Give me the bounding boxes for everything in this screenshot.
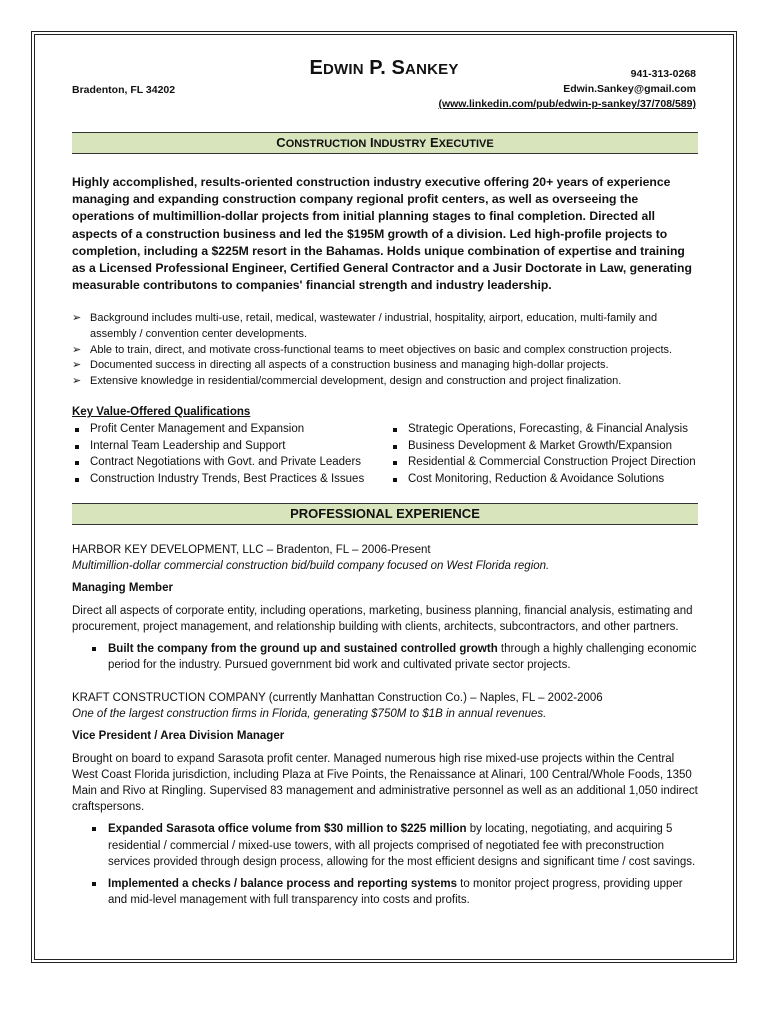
qualification-item: Profit Center Management and Expansion bbox=[72, 421, 392, 438]
experience-banner: PROFESSIONAL EXPERIENCE bbox=[72, 503, 698, 525]
name-first-rest: DWIN bbox=[323, 61, 364, 78]
phone: 941-313-0268 bbox=[630, 68, 696, 80]
name-middle: P. bbox=[369, 57, 386, 79]
highlight-item: ➢ Documented success in directing all aspects of a construction business and managing high-dollar projects. bbox=[72, 358, 698, 374]
title-word-2: NDUSTRY bbox=[373, 138, 427, 150]
qualification-item: Contract Negotiations with Govt. and Private Leaders bbox=[72, 454, 392, 471]
job-bullet: Built the company from the ground up and sustained controlled growth through a highly challenging economic period for the industry. Pursued government bid work and cultivated private sector projects. bbox=[72, 641, 698, 673]
company-description: Multimillion-dollar commercial construction bid/build company focused on West Florida region. bbox=[72, 560, 550, 573]
location: Bradenton, FL 34202 bbox=[72, 84, 176, 96]
highlights-list bbox=[72, 311, 698, 390]
highlight-item: ➢ Extensive knowledge in residential/commercial development, design and construction and project finalization. bbox=[72, 374, 698, 390]
title-letter-1: C bbox=[276, 135, 286, 150]
job-summary: Direct all aspects of corporate entity, including operations, marketing, business planning, financial analysis, estimating and procurement, project management, and relationship building with clients, architects, subcontractors, and other partners. bbox=[72, 604, 693, 633]
company-line: KRAFT CONSTRUCTION COMPANY (currently Manhattan Construction Co.) – Naples, FL – 2002-2006 bbox=[72, 692, 603, 704]
contact-block bbox=[438, 67, 696, 112]
company-description: One of the largest construction firms in Florida, generating $750M to $1B in annual revenues. bbox=[72, 708, 547, 721]
arrow-icon: ➢ bbox=[72, 343, 82, 356]
qualification-item: Business Development & Market Growth/Expansion bbox=[390, 438, 700, 455]
job-bullets bbox=[72, 641, 698, 673]
job-bullet: Expanded Sarasota office volume from $30 million to $225 million by locating, negotiating, and acquiring 5 residential / commercial / mixed-use towers, with all projects comprised of negotiated fee with preconstruction services provided through design process, allowing for the most efficient designs and significant time / cost savings. bbox=[72, 821, 698, 870]
summary bbox=[72, 174, 698, 294]
job-bullets bbox=[72, 821, 698, 908]
job-kraft-construction bbox=[72, 690, 698, 908]
title-letter-3: E bbox=[430, 135, 439, 150]
qualification-item: Internal Team Leadership and Support bbox=[72, 438, 392, 455]
job-role: Vice President / Area Division Manager bbox=[72, 730, 285, 743]
title-letter-2: I bbox=[369, 135, 374, 150]
qualifications-title: Key Value-Offered Qualifications bbox=[72, 406, 251, 418]
qualification-item: Construction Industry Trends, Best Practices & Issues bbox=[72, 471, 392, 488]
highlight-item: ➢ Able to train, direct, and motivate cross-functional teams to meet objectives on basic and complex construction projects. bbox=[72, 343, 698, 359]
job-role: Managing Member bbox=[72, 582, 173, 595]
title-word-1: ONSTRUCTION bbox=[285, 138, 367, 150]
qualification-item: Strategic Operations, Forecasting, & Financial Analysis bbox=[390, 421, 700, 438]
linkedin-link[interactable]: (www.linkedin.com/pub/edwin-p-sankey/37/708/589) bbox=[438, 98, 696, 110]
job-harbor-key bbox=[72, 542, 698, 673]
title-word-3: XECUTIVE bbox=[438, 138, 494, 150]
highlight-item: ➢ Background includes multi-use, retail, medical, wastewater / industrial, hospitality, airport, education, multi-family and assembly / convention center developments. bbox=[72, 312, 658, 340]
email[interactable]: Edwin.Sankey@gmail.com bbox=[563, 83, 696, 95]
arrow-icon: ➢ bbox=[72, 312, 82, 324]
qualifications-left bbox=[72, 421, 392, 487]
name-last-rest: ANKEY bbox=[405, 61, 459, 78]
name-last-initial: S bbox=[391, 57, 406, 79]
job-summary: Brought on board to expand Sarasota profit center. Managed numerous high rise mixed-use projects within the Central West Coast Florida jurisdiction, including Plaza at Five Points, the Renaissance at Alinari, 100 Central/Whole Foods, 1350 Main and Rivo at Ringling. Supervised 83 management and administrative personnel as well as an additional 1,050 indirect craftspersons. bbox=[72, 752, 698, 814]
arrow-icon: ➢ bbox=[72, 375, 82, 388]
arrow-icon: ➢ bbox=[72, 359, 82, 372]
summary-text: Highly accomplished, results-oriented construction industry executive offering 20+ years of experience managing and expanding construction company regional profit centers, as well as overseeing the operations of multimillion-dollar projects from initial planning stages to final completion. Directed all aspects of a construction business and led the $195M growth of a division. Led high-profile projects to completion, including a $225M resort in the Bahamas. Holds unique combination of expertise and training as a Licensed Professional Engineer, Certified General Contractor and a Jusir Doctorate in Law, generating measurable contributons to companies' financial strength and industry leadership. bbox=[72, 175, 692, 293]
company-line: HARBOR KEY DEVELOPMENT, LLC – Bradenton, FL – 2006-Present bbox=[72, 544, 431, 556]
qualifications-right bbox=[390, 421, 700, 487]
title-banner bbox=[72, 132, 698, 154]
qualification-item: Residential & Commercial Construction Project Direction bbox=[390, 454, 700, 471]
job-bullet: Implemented a checks / balance process and reporting systems to monitor project progress, providing upper and mid-level management with full transparency into costs and profits. bbox=[72, 876, 698, 908]
name-first-initial: E bbox=[309, 57, 323, 79]
qualification-item: Cost Monitoring, Reduction & Avoidance Solutions bbox=[390, 471, 700, 488]
